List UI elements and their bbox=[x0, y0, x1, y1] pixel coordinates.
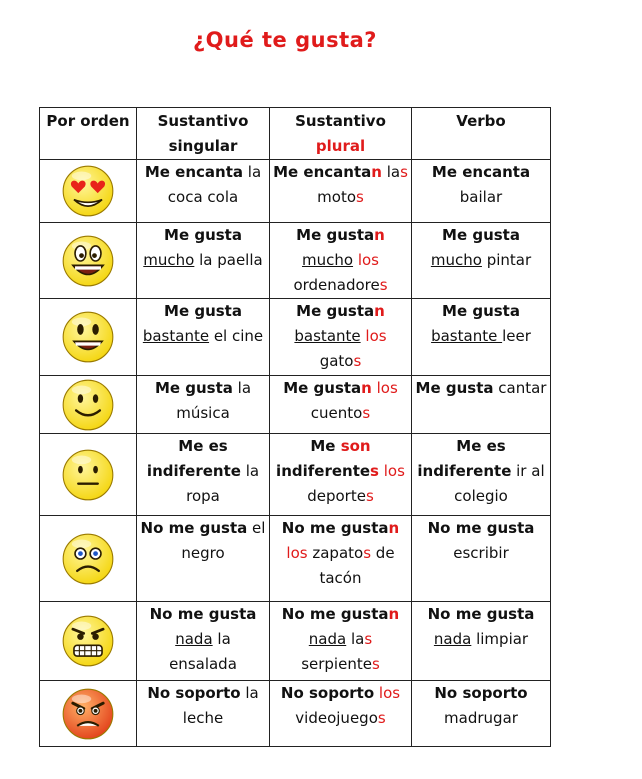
cell-text: la leche bbox=[182, 684, 259, 727]
face-cell bbox=[40, 376, 137, 434]
neutral-face-icon bbox=[40, 448, 136, 502]
cell-text: nada bbox=[175, 630, 213, 648]
laughing-face-icon bbox=[40, 234, 136, 288]
verbo-cell bbox=[412, 516, 551, 602]
cell-text: los bbox=[371, 379, 398, 397]
cell-text: Me gusta bbox=[164, 302, 242, 320]
cell-text: cuento bbox=[310, 404, 363, 422]
face-cell bbox=[40, 299, 137, 376]
cell-text: los bbox=[378, 684, 401, 702]
cell-text: n bbox=[374, 302, 385, 320]
cell-text: los bbox=[365, 327, 387, 345]
cell-text: bailar bbox=[459, 188, 503, 206]
singular-cell bbox=[137, 516, 270, 602]
cell-text: de tacón bbox=[319, 544, 395, 587]
cell-text: Me gusta bbox=[296, 226, 375, 244]
cell-text: s bbox=[365, 487, 374, 505]
cell-text: Me gusta bbox=[415, 379, 494, 397]
cell-text: Me encanta bbox=[431, 163, 531, 181]
cell-text: No me gusta bbox=[149, 605, 257, 623]
cell-text: No soporto bbox=[147, 684, 241, 702]
face-cell bbox=[40, 223, 137, 299]
singular-cell bbox=[137, 681, 270, 747]
singular-cell bbox=[137, 299, 270, 376]
plural-cell bbox=[270, 681, 412, 747]
cell-text: n bbox=[361, 379, 372, 397]
cell-text: leer bbox=[502, 327, 531, 345]
header-por-orden: Por orden bbox=[40, 108, 137, 160]
cell-text: Me encanta bbox=[273, 163, 372, 181]
cell-text: n bbox=[374, 226, 385, 244]
cell-text: No me gusta bbox=[281, 605, 389, 623]
verbo-cell bbox=[412, 223, 551, 299]
cell-text: s bbox=[379, 276, 388, 294]
plural-cell bbox=[270, 602, 412, 681]
header-sustantivo-plural bbox=[270, 108, 412, 160]
table-row bbox=[40, 681, 551, 747]
cell-text: No me gusta bbox=[427, 519, 535, 537]
cell-text: cantar bbox=[493, 379, 547, 397]
cell-text: n bbox=[388, 519, 400, 537]
cell-text: s bbox=[353, 352, 362, 370]
header-label: plural bbox=[315, 137, 366, 155]
cell-text: limpiar bbox=[471, 630, 529, 648]
cell-text: los bbox=[383, 462, 405, 480]
cell-text: los bbox=[357, 251, 379, 269]
cell-text: mucho bbox=[143, 251, 195, 269]
face-cell bbox=[40, 160, 137, 223]
cell-text: Me encanta bbox=[144, 163, 244, 181]
cell-text: bastante bbox=[431, 327, 503, 345]
plural-cell bbox=[270, 299, 412, 376]
table-row bbox=[40, 160, 551, 223]
cell-text: bastante bbox=[142, 327, 210, 345]
header-verbo: Verbo bbox=[412, 108, 551, 160]
header-label: Sustantivo bbox=[295, 112, 386, 130]
cell-text: nada bbox=[308, 630, 347, 648]
cell-text: n bbox=[371, 163, 382, 181]
heart-eyes-face-icon bbox=[40, 164, 136, 218]
cell-text: bastante bbox=[294, 327, 361, 345]
cell-text: mucho bbox=[430, 251, 482, 269]
table-row bbox=[40, 516, 551, 602]
cell-text: son bbox=[340, 437, 371, 455]
singular-cell bbox=[137, 434, 270, 516]
verbo-cell bbox=[412, 434, 551, 516]
cell-text: s bbox=[362, 404, 371, 422]
face-cell bbox=[40, 434, 137, 516]
singular-cell bbox=[137, 376, 270, 434]
angry-grimace-face-icon bbox=[40, 614, 136, 668]
cell-text: No me gusta bbox=[281, 519, 389, 537]
cell-text: la ropa bbox=[186, 462, 260, 505]
cell-text: madrugar bbox=[444, 709, 518, 727]
cell-text: s bbox=[400, 163, 408, 181]
cell-text: Me bbox=[310, 437, 341, 455]
cell-text: deporte bbox=[307, 487, 366, 505]
cell-text: ir al colegio bbox=[454, 462, 545, 505]
face-cell bbox=[40, 602, 137, 681]
verbo-cell bbox=[412, 376, 551, 434]
table-row bbox=[40, 376, 551, 434]
cell-text: s bbox=[364, 630, 373, 648]
cell-text: ordenadore bbox=[293, 276, 380, 294]
plural-cell bbox=[270, 434, 412, 516]
cell-text: No me gusta bbox=[140, 519, 248, 537]
cell-text: moto bbox=[317, 188, 357, 206]
verbo-cell bbox=[412, 160, 551, 223]
table-row bbox=[40, 299, 551, 376]
plural-cell bbox=[270, 376, 412, 434]
table-row bbox=[40, 223, 551, 299]
table-row bbox=[40, 434, 551, 516]
cell-text: indiferente bbox=[276, 462, 371, 480]
page-title: ¿Qué te gusta? bbox=[192, 28, 377, 52]
cell-text: n bbox=[388, 605, 400, 623]
cell-text: el negro bbox=[181, 519, 266, 562]
singular-cell bbox=[137, 160, 270, 223]
cell-text: Me gusta bbox=[442, 302, 520, 320]
face-cell bbox=[40, 516, 137, 602]
cell-text: s bbox=[370, 462, 379, 480]
cell-text: los bbox=[286, 544, 308, 562]
cell-text: gato bbox=[319, 352, 354, 370]
plural-cell bbox=[270, 223, 412, 299]
cell-text: serpiente bbox=[301, 655, 372, 673]
smile-face-icon bbox=[40, 378, 136, 432]
cell-text: Me gusta bbox=[283, 379, 362, 397]
cell-text: zapato bbox=[307, 544, 364, 562]
singular-cell bbox=[137, 602, 270, 681]
cell-text: pintar bbox=[481, 251, 532, 269]
big-smile-face-icon bbox=[40, 310, 136, 364]
cell-text: Me gusta bbox=[442, 226, 520, 244]
likes-table bbox=[39, 107, 551, 747]
cell-text: escribir bbox=[453, 544, 509, 562]
cell-text: s bbox=[371, 655, 380, 673]
cell-text: la bbox=[346, 630, 365, 648]
singular-cell bbox=[137, 223, 270, 299]
cell-text: mucho bbox=[301, 251, 354, 269]
cell-text: s bbox=[356, 188, 364, 206]
header-label: singular bbox=[168, 137, 238, 155]
cell-text: el cine bbox=[209, 327, 264, 345]
cell-text: s bbox=[377, 709, 386, 727]
verbo-cell bbox=[412, 602, 551, 681]
cell-text: Me gusta bbox=[154, 379, 233, 397]
face-cell bbox=[40, 681, 137, 747]
verbo-cell bbox=[412, 681, 551, 747]
cell-text: Me gusta bbox=[164, 226, 242, 244]
cell-text: la música bbox=[176, 379, 252, 422]
cell-text: Me es indiferente bbox=[417, 437, 512, 480]
furious-face-icon bbox=[40, 687, 136, 741]
cell-text: No soporto bbox=[280, 684, 375, 702]
cell-text: la paella bbox=[194, 251, 263, 269]
cell-text: la bbox=[381, 163, 401, 181]
cell-text: Me gusta bbox=[296, 302, 375, 320]
header-sustantivo-singular bbox=[137, 108, 270, 160]
sad-face-icon bbox=[40, 532, 136, 586]
cell-text: Me es indiferente bbox=[146, 437, 241, 480]
cell-text: la ensalada bbox=[169, 630, 237, 673]
header-label: Sustantivo bbox=[157, 112, 249, 130]
table-row bbox=[40, 602, 551, 681]
cell-text: nada bbox=[433, 630, 472, 648]
plural-cell bbox=[270, 516, 412, 602]
verbo-cell bbox=[412, 299, 551, 376]
cell-text: s bbox=[363, 544, 372, 562]
header-row bbox=[40, 108, 551, 160]
cell-text: la coca cola bbox=[167, 163, 262, 206]
plural-cell bbox=[270, 160, 412, 223]
cell-text: No soporto bbox=[434, 684, 528, 702]
cell-text: videojuego bbox=[295, 709, 378, 727]
cell-text: No me gusta bbox=[427, 605, 535, 623]
